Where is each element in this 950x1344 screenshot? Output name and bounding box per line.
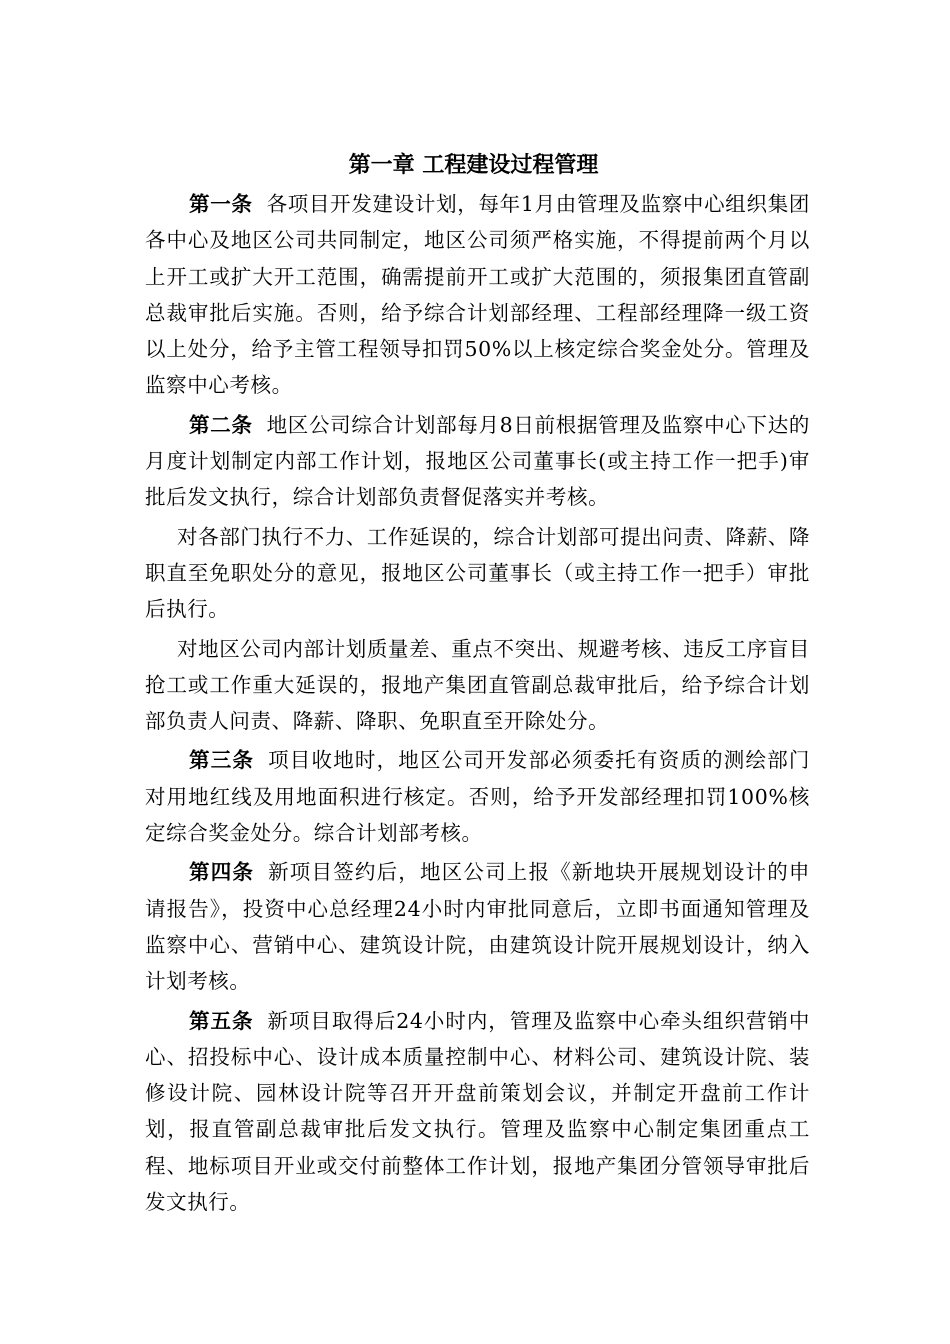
article-5-paragraph — [145, 1003, 810, 1221]
article-4-paragraph — [145, 854, 810, 999]
document-page — [145, 146, 810, 1220]
article-text: 地区公司综合计划部每月8日前根据管理及监察中心下达的月度计划制定内部工作计划，报地区公司董事长(或主持工作一把手)审批后发文执行，综合计划部负责督促落实并考核。 — [145, 412, 810, 510]
article-text: 项目收地时，地区公司开发部必须委托有资质的测绘部门对用地红线及用地面积进行核定。否则，给予开发部经理扣罚100%核定综合奖金处分。综合计划部考核。 — [145, 748, 810, 846]
article-number: 第二条 — [189, 412, 253, 437]
chapter-title: 第一章 工程建设过程管理 — [348, 153, 599, 178]
article-text: 新项目取得后24小时内，管理及监察中心牵头组织营销中心、招投标中心、设计成本质量控制中心、材料公司、建筑设计院、装修设计院、园林设计院等召开开盘前策划会议，并制定开盘前工作计划，报直管副总裁审批后发文执行。管理及监察中心制定集团重点工程、地标项目开业或交付前整体工作计划，报地产集团分管领导审批后发文执行。 — [145, 1008, 810, 1215]
article-number: 第三条 — [189, 748, 255, 773]
article-2-clause-paragraph: 对地区公司内部计划质量差、重点不突出、规避考核、违反工序盲目抢工或工作重大延误的，报地产集团直管副总裁审批后，给予综合计划部负责人问责、降薪、降职、免职直至开除处分。 — [145, 636, 810, 734]
article-2-clause-paragraph: 对各部门执行不力、工作延误的，综合计划部可提出问责、降薪、降职直至免职处分的意见，报地区公司董事长（或主持工作一把手）审批后执行。 — [145, 524, 810, 622]
article-3-paragraph — [145, 742, 810, 851]
article-number: 第一条 — [189, 192, 253, 216]
article-number: 第四条 — [189, 860, 255, 885]
article-text: 新项目签约后，地区公司上报《新地块开展规划设计的申请报告》，投资中心总经理24小时内审批同意后，立即书面通知管理及监察中心、营销中心、建筑设计院，由建筑设计院开展规划设计，纳入计划考核。 — [145, 860, 810, 994]
article-text: 各项目开发建设计划，每年1月由管理及监察中心组织集团各中心及地区公司共同制定，地区公司须严格实施，不得提前两个月以上开工或扩大开工范围，确需提前开工或扩大范围的，须报集团直管副总裁审批后实施。否则，给予综合计划部经理、工程部经理降一级工资以上处分，给予主管工程领导扣罚50%以上核定综合奖金处分。管理及监察中心考核。 — [145, 192, 810, 398]
article-1-paragraph — [145, 186, 810, 404]
article-2-paragraph — [145, 407, 810, 516]
article-number: 第五条 — [189, 1008, 254, 1033]
